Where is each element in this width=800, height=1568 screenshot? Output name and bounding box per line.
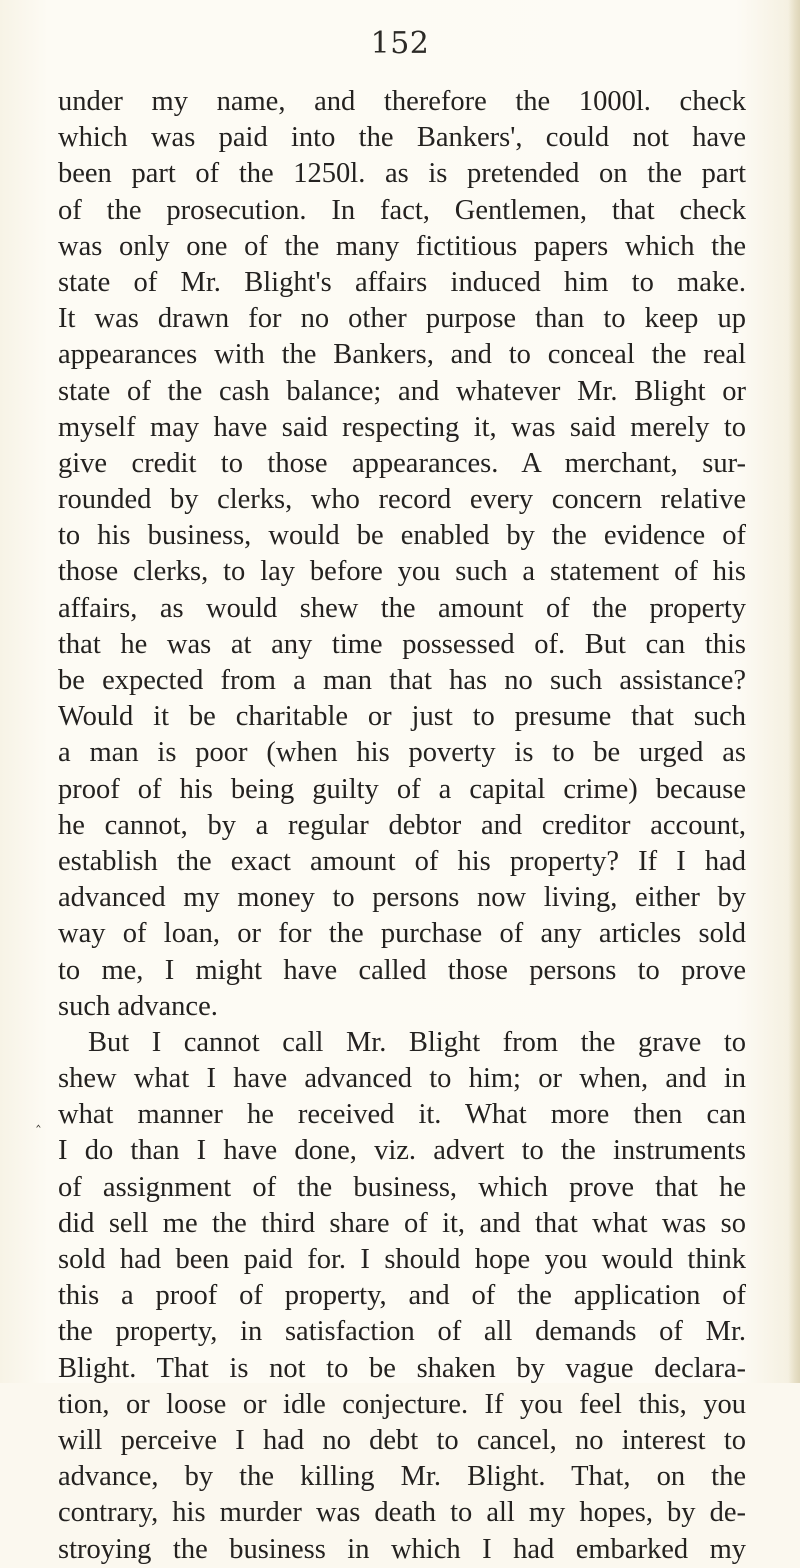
text-line: what manner he received it. What more then can bbox=[58, 1099, 746, 1131]
text-line: sold had been paid for. I should hope you would think bbox=[58, 1244, 746, 1275]
text-line: been part of the 1250l. as is pretended on the part bbox=[58, 158, 746, 190]
text-line: myself may have said respecting it, was said merely to bbox=[58, 411, 746, 443]
text-line: It was drawn for no other purpose than to keep up bbox=[58, 303, 746, 335]
text-line: advanced my money to persons now living, either by bbox=[58, 882, 746, 914]
text-line: stroying the business in which I had embarked my bbox=[58, 1533, 746, 1565]
text-line: to his business, would be enabled by the evidence of bbox=[58, 520, 746, 552]
text-line: I do than I have done, viz. advert to the instruments bbox=[58, 1135, 746, 1167]
text-line: did sell me the third share of it, and that what was so bbox=[58, 1207, 746, 1239]
text-line: Blight. That is not to be shaken by vague declara- bbox=[58, 1352, 746, 1384]
text-line: proof of his being guilty of a capital crime) because bbox=[58, 773, 746, 805]
text-line: Would it be charitable or just to presume that such bbox=[58, 701, 746, 733]
page-edge bbox=[788, 0, 800, 1383]
text-line: will perceive I had no debt to cancel, no interest to bbox=[58, 1424, 746, 1456]
text-line: tion, or loose or idle conjecture. If you feel this, you bbox=[58, 1388, 746, 1420]
text-line: contrary, his murder was death to all my hopes, by de- bbox=[58, 1497, 746, 1529]
text-line: affairs, as would shew the amount of the property bbox=[58, 592, 746, 624]
text-line: which was paid into the Bankers', could not have bbox=[58, 122, 746, 154]
text-line: that he was at any time possessed of. But can this bbox=[58, 628, 746, 660]
text-line: state of the cash balance; and whatever Mr. Blight or bbox=[58, 375, 746, 407]
text-line: under my name, and therefore the 1000l. check bbox=[58, 86, 746, 117]
text-line: of assignment of the business, which prove that he bbox=[58, 1171, 746, 1203]
text-line: rounded by clerks, who record every concern relative bbox=[58, 484, 746, 516]
text-line: to me, I might have called those persons to prove bbox=[58, 954, 746, 986]
text-line: appearances with the Bankers, and to conceal the real bbox=[58, 339, 746, 371]
text-line: way of loan, or for the purchase of any articles sold bbox=[58, 918, 746, 950]
text-line: state of Mr. Blight's affairs induced him to make. bbox=[58, 266, 746, 298]
text-line: give credit to those appearances. A merchant, sur- bbox=[58, 447, 746, 479]
body-text bbox=[58, 84, 746, 1568]
text-line: a man is poor (when his poverty is to be urged as bbox=[58, 737, 746, 769]
text-line: But I cannot call Mr. Blight from the grave to bbox=[88, 1026, 746, 1058]
text-line: he cannot, by a regular debtor and creditor account, bbox=[58, 809, 746, 841]
margin-mark: ‸ bbox=[36, 1112, 41, 1128]
text-line: advance, by the killing Mr. Blight. That, on the bbox=[58, 1461, 746, 1493]
text-line: the property, in satisfaction of all demands of Mr. bbox=[58, 1316, 746, 1348]
text-line: establish the exact amount of his property? If I had bbox=[58, 845, 746, 877]
text-line: this a proof of property, and of the application of bbox=[58, 1280, 746, 1312]
text-line: of the prosecution. In fact, Gentlemen, that check bbox=[58, 194, 746, 226]
text-line: shew what I have advanced to him; or when, and in bbox=[58, 1063, 746, 1095]
text-line: such advance. bbox=[58, 990, 218, 1022]
page-number: 152 bbox=[370, 26, 430, 61]
text-line: was only one of the many fictitious papers which the bbox=[58, 230, 746, 262]
text-line: be expected from a man that has no such assistance? bbox=[58, 665, 746, 696]
text-line: those clerks, to lay before you such a statement of his bbox=[58, 556, 746, 588]
